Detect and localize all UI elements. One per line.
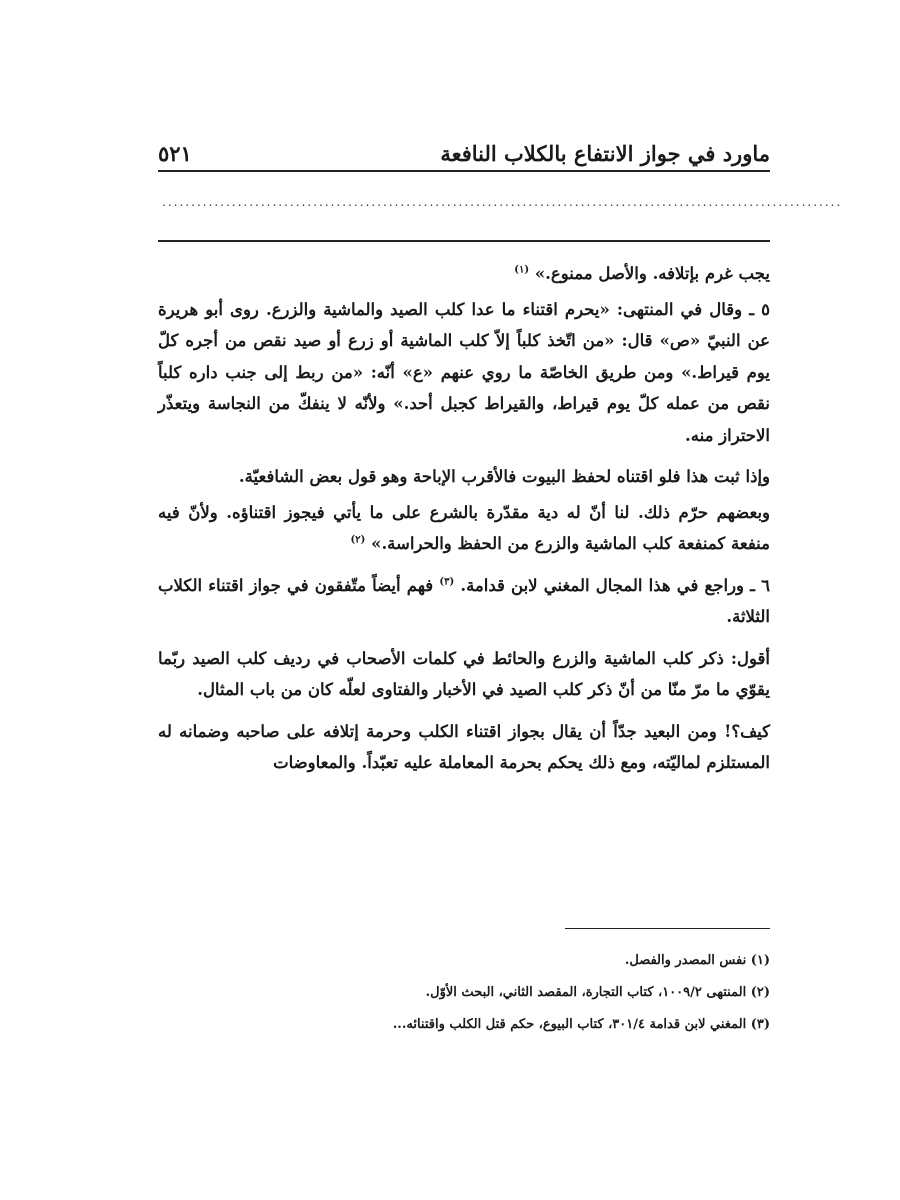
header-rule [158, 170, 770, 172]
section-rule [158, 240, 770, 242]
paragraph [158, 294, 770, 452]
paragraph [158, 716, 770, 779]
paragraph-text: أقول: ذكر كلب الماشية والزرع والحائط في كلمات الأصحاب في رديف كلب الصيد ربّما يقوّي ما مرّ منّا من أنّ ذكر كلب الصيد في الأخبار والفتاوى لعلّه كان من باب المثال. [158, 648, 770, 699]
paragraph [158, 461, 770, 493]
footnotes [158, 945, 770, 1041]
page-header [158, 130, 770, 166]
paragraph [158, 497, 770, 560]
paragraph-text-continued: فهم أيضاً متّفقون في جواز اقتناء الكلاب الثلاثة. [158, 575, 770, 626]
paragraph [158, 570, 770, 633]
dotted-separator: ..................................................................................................................... [162, 195, 843, 209]
paragraph-text: كيف؟! ومن البعيد جدّاً أن يقال بجواز اقتناء الكلب وحرمة إتلافه على صاحبه وضمانه له المستلزم لماليّته، ومع ذلك يحكم بحرمة المعاملة عليه تعبّداً. والمعاوضات [158, 721, 770, 772]
footnote-marker: (٣) [439, 576, 455, 587]
paragraph-text: وبعضهم حرّم ذلك. لنا أنّ له دية مقدّرة بالشرع على ما يأتي فيجوز اقتناؤه. ولأنّ فيه منفعة كمنفعة كلب الماشية والزرع من الحفظ والحراسة.» [158, 502, 770, 553]
footnote-3: (٣) المغني لابن قدامة ٣٠١/٤، كتاب البيوع، حكم قتل الكلب واقتنائه... [392, 1017, 770, 1032]
footnote-1: (١) نفس المصدر والفصل. [624, 953, 770, 968]
footnote-marker: (١) [514, 264, 530, 276]
paragraph-text: ٥ ـ وقال في المنتهى: «يحرم اقتناء ما عدا كلب الصيد والماشية والزرع. روى أبو هريرة عن النبيّ «ص» قال: «من اتّخذ كلباً إلاّ كلب الماشية أو زرع أو صيد نقص من أجره كلّ يوم قيراط.» ومن طريق الخاصّة ما روي عنهم «ع» أنّه: «من ربط إلى جنب داره كلباً نقص من عمله كلّ يوم قيراط، والقيراط كجبل أحد.» ولأنّه لا ينفكّ من النجاسة ويتعذّر الاحتراز منه. [158, 299, 770, 445]
footnote-2: (٢) المنتهى ١٠٠٩/٢، كتاب التجارة، المقصد الثاني، البحث الأوّل. [425, 985, 770, 1000]
footnote-marker: (٢) [350, 534, 366, 546]
paragraph-text: وإذا ثبت هذا فلو اقتناه لحفظ البيوت فالأقرب الإباحة وهو قول بعض الشافعيّة. [238, 467, 770, 486]
paragraph [158, 643, 770, 706]
body-text [158, 258, 770, 789]
running-title: ماورد في جواز الانتفاع بالكلاب النافعة [440, 141, 770, 166]
page-number: ٥٢١ [158, 141, 192, 166]
paragraph-text: ٦ ـ وراجع في هذا المجال المغني لابن قدامة. [460, 575, 770, 595]
paragraph-text: يجب غرم بإتلافه. والأصل ممنوع.» [534, 264, 770, 283]
footnote-rule [565, 928, 770, 929]
paragraph [158, 258, 770, 290]
